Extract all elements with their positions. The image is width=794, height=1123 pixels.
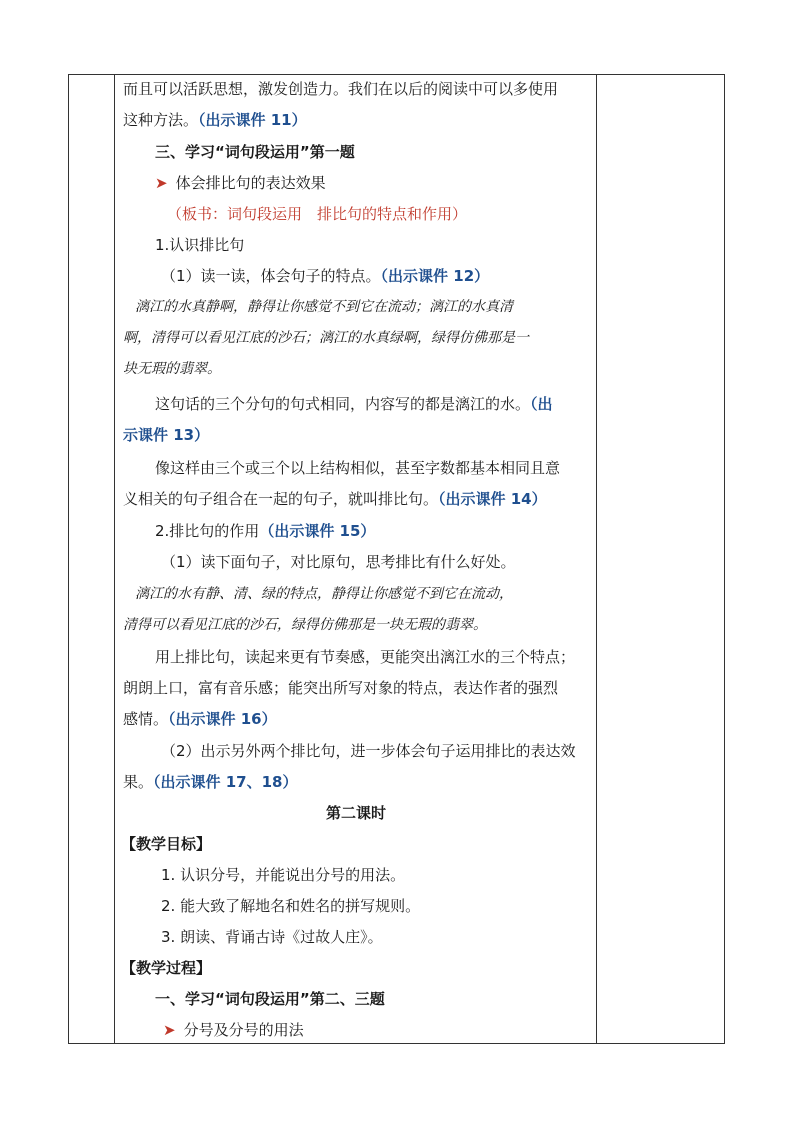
para-line: 朗朗上口，富有音乐感；能突出所写对象的特点，表达作者的强烈 xyxy=(123,679,559,697)
para-line: （1）读一读，体会句子的特点。（出示课件 12） xyxy=(161,267,490,285)
objective-item: 1. 认识分号，并能说出分号的用法。 xyxy=(161,866,406,884)
example-sentence: 漓江的水真静啊，静得让你感觉不到它在流动；漓江的水真清 xyxy=(135,299,513,315)
blackboard-note: （板书：词句段运用 排比句的特点和作用） xyxy=(167,205,468,223)
courseware-ref: （出示课件 17、18） xyxy=(153,773,298,791)
objective-item: 3. 朗读、背诵古诗《过故人庄》。 xyxy=(161,928,383,946)
bullet-item: ➤ 体会排比句的表达效果 xyxy=(155,174,326,192)
courseware-ref: （出示课件 15） xyxy=(259,522,376,540)
para-line: 果。（出示课件 17、18） xyxy=(123,773,298,791)
para-line: 这句话的三个分句的句式相同，内容写的都是漓江的水。（出 xyxy=(155,395,553,413)
objective-item: 2. 能大致了解地名和姓名的拼写规则。 xyxy=(161,897,421,915)
courseware-ref: （出示课件 16） xyxy=(168,710,277,728)
courseware-ref: （出示课件 12） xyxy=(380,267,490,285)
para-line: （2）出示另外两个排比句，进一步体会句子运用排比的表达效 xyxy=(161,742,576,760)
table-divider-right xyxy=(596,75,597,1043)
courseware-ref: （出示课件 14） xyxy=(438,490,547,508)
arrow-bullet-icon: ➤ xyxy=(155,174,168,192)
arrow-bullet-icon: ➤ xyxy=(163,1021,176,1039)
courseware-ref: 示课件 13） xyxy=(123,426,210,444)
courseware-ref: （出示课件 11） xyxy=(198,111,307,129)
section-label: 【教学过程】 xyxy=(121,959,212,977)
table-divider-left xyxy=(114,75,115,1043)
courseware-ref: （出 xyxy=(530,395,553,413)
para-line: 感情。（出示课件 16） xyxy=(123,710,277,728)
lesson-period-title: 第二课时 xyxy=(325,804,386,822)
section-label: 【教学目标】 xyxy=(121,835,212,853)
section-heading: 三、学习“词句段运用”第一题 xyxy=(155,143,355,161)
para-line: 义相关的句子组合在一起的句子，就叫排比句。（出示课件 14） xyxy=(123,490,547,508)
para-line: 像这样由三个或三个以上结构相似，甚至字数都基本相同且意 xyxy=(155,459,561,477)
example-sentence: 清得可以看见江底的沙石，绿得仿佛那是一块无瑕的翡翠。 xyxy=(123,617,487,633)
para-line: 用上排比句，读起来更有节奏感，更能突出漓江水的三个特点； xyxy=(155,648,576,666)
para-line xyxy=(123,110,307,130)
subheading: 1.认识排比句 xyxy=(155,236,245,254)
text: 这种方法。 xyxy=(123,111,199,129)
example-sentence: 啊，清得可以看见江底的沙石；漓江的水真绿啊，绿得仿佛那是一 xyxy=(123,330,529,346)
bullet-item: ➤ 分号及分号的用法 xyxy=(163,1021,304,1039)
text: 而且可以活跃思想，激发创造力。我们在以后的阅读中可以多使用 xyxy=(123,80,559,98)
lesson-table xyxy=(68,74,725,1044)
example-sentence: 漓江的水有静、清、绿的特点，静得让你感觉不到它在流动， xyxy=(135,586,513,602)
example-sentence: 块无瑕的翡翠。 xyxy=(123,361,221,377)
subheading: 2.排比句的作用（出示课件 15） xyxy=(155,522,376,540)
para-line: （1）读下面句子，对比原句，思考排比有什么好处。 xyxy=(161,553,516,571)
section-heading: 一、学习“词句段运用”第二、三题 xyxy=(155,990,385,1008)
para-line xyxy=(123,79,558,99)
